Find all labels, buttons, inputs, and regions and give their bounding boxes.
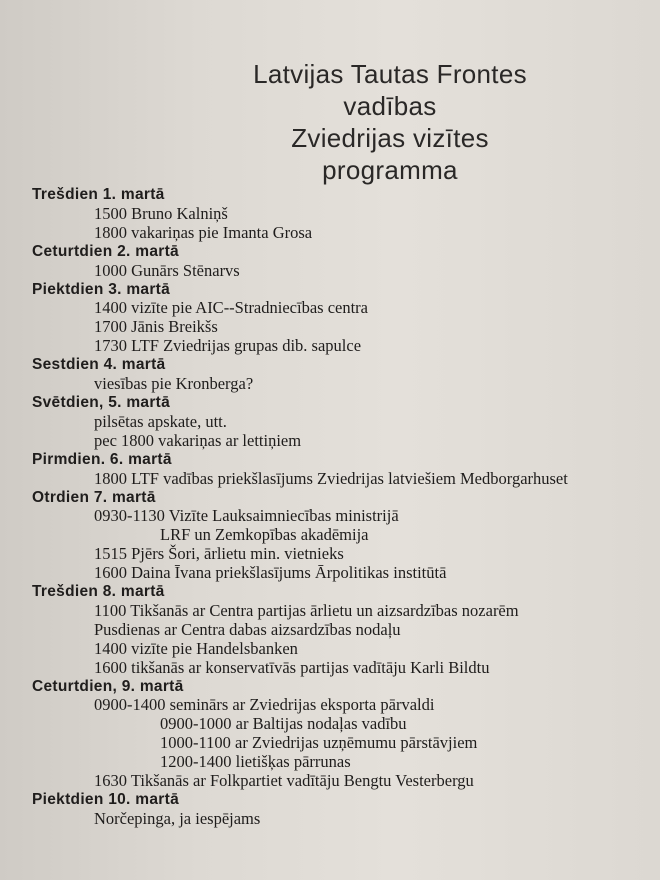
schedule-entry: 1400 vizīte pie Handelsbanken xyxy=(94,638,298,658)
day-heading: Svētdien, 5. martā xyxy=(32,393,171,411)
schedule-list xyxy=(32,186,652,829)
schedule-entry: viesības pie Kronberga? xyxy=(94,374,254,394)
day-heading: Sestdien 4. martā xyxy=(32,356,166,374)
day-heading: Ceturtdien 2. martā xyxy=(32,242,179,260)
schedule-entry: 1800 vakariņas pie Imanta Grosa xyxy=(94,222,313,242)
schedule-entry: 1200-1400 lietišķas pārrunas xyxy=(160,752,351,772)
day-heading: Pirmdien. 6. martā xyxy=(32,450,172,468)
schedule-entry: pec 1800 vakariņas ar lettiņiem xyxy=(94,430,302,450)
schedule-entry: pilsētas apskate, utt. xyxy=(94,411,227,431)
day-heading: Trešdien 8. martā xyxy=(32,583,165,601)
day-heading: Piektdien 3. martā xyxy=(32,280,171,298)
document-title xyxy=(200,58,580,186)
schedule-entry: 1800 LTF vadības priekšlasījums Zviedrijas latviešiem Medborgarhuset xyxy=(94,468,568,488)
schedule-entry: 1730 LTF Zviedrijas grupas dib. sapulce xyxy=(94,336,362,356)
schedule-entry: 1600 tikšanās ar konservatīvās partijas vadītāju Karli Bildtu xyxy=(94,657,490,677)
day-heading: Piektdien 10. martā xyxy=(32,791,179,808)
title-line: Latvijas Tautas Frontes xyxy=(253,59,527,89)
schedule-entry: 0930-1130 Vizīte Lauksaimniecības ministrijā xyxy=(94,506,399,526)
schedule-entry: 1600 Daina Īvana priekšlasījums Ārpolitikas institūtā xyxy=(94,563,447,583)
schedule-entry: 1000-1100 ar Zviedrijas uzņēmumu pārstāvjiem xyxy=(160,733,478,753)
schedule-entry: Norčepinga, ja iespējams xyxy=(94,808,261,828)
schedule-entry: 1700 Jānis Breikšs xyxy=(94,317,218,337)
day-heading: Trešdien 1. martā xyxy=(32,186,165,203)
schedule-entry: 1000 Gunārs Stēnarvs xyxy=(94,260,240,280)
day-heading: Otrdien 7. martā xyxy=(32,488,156,506)
day-heading: Ceturtdien, 9. martā xyxy=(32,677,184,695)
schedule-entry: 1630 Tikšanās ar Folkpartiet vadītāju Bengtu Vesterbergu xyxy=(94,771,474,791)
title-line: Zviedrijas vizītes xyxy=(291,123,489,153)
schedule-entry: 1400 vizīte pie AIC--Stradniecības centra xyxy=(94,298,368,318)
schedule-entry: 0900-1400 seminārs ar Zviedrijas eksporta pārvaldi xyxy=(94,695,435,715)
schedule-entry: 1515 Pjērs Šori, ārlietu min. vietnieks xyxy=(94,544,344,564)
schedule-entry: 0900-1000 ar Baltijas nodaļas vadību xyxy=(160,714,407,734)
schedule-entry: Pusdienas ar Centra dabas aizsardzības nodaļu xyxy=(94,619,401,639)
schedule-entry: LRF un Zemkopības akadēmija xyxy=(160,525,369,545)
title-line: programma xyxy=(322,155,458,185)
schedule-entry: 1500 Bruno Kalniņš xyxy=(94,203,228,223)
schedule-entry: 1100 Tikšanās ar Centra partijas ārlietu un aizsardzības nozarēm xyxy=(94,600,519,620)
title-line: vadības xyxy=(343,91,437,121)
